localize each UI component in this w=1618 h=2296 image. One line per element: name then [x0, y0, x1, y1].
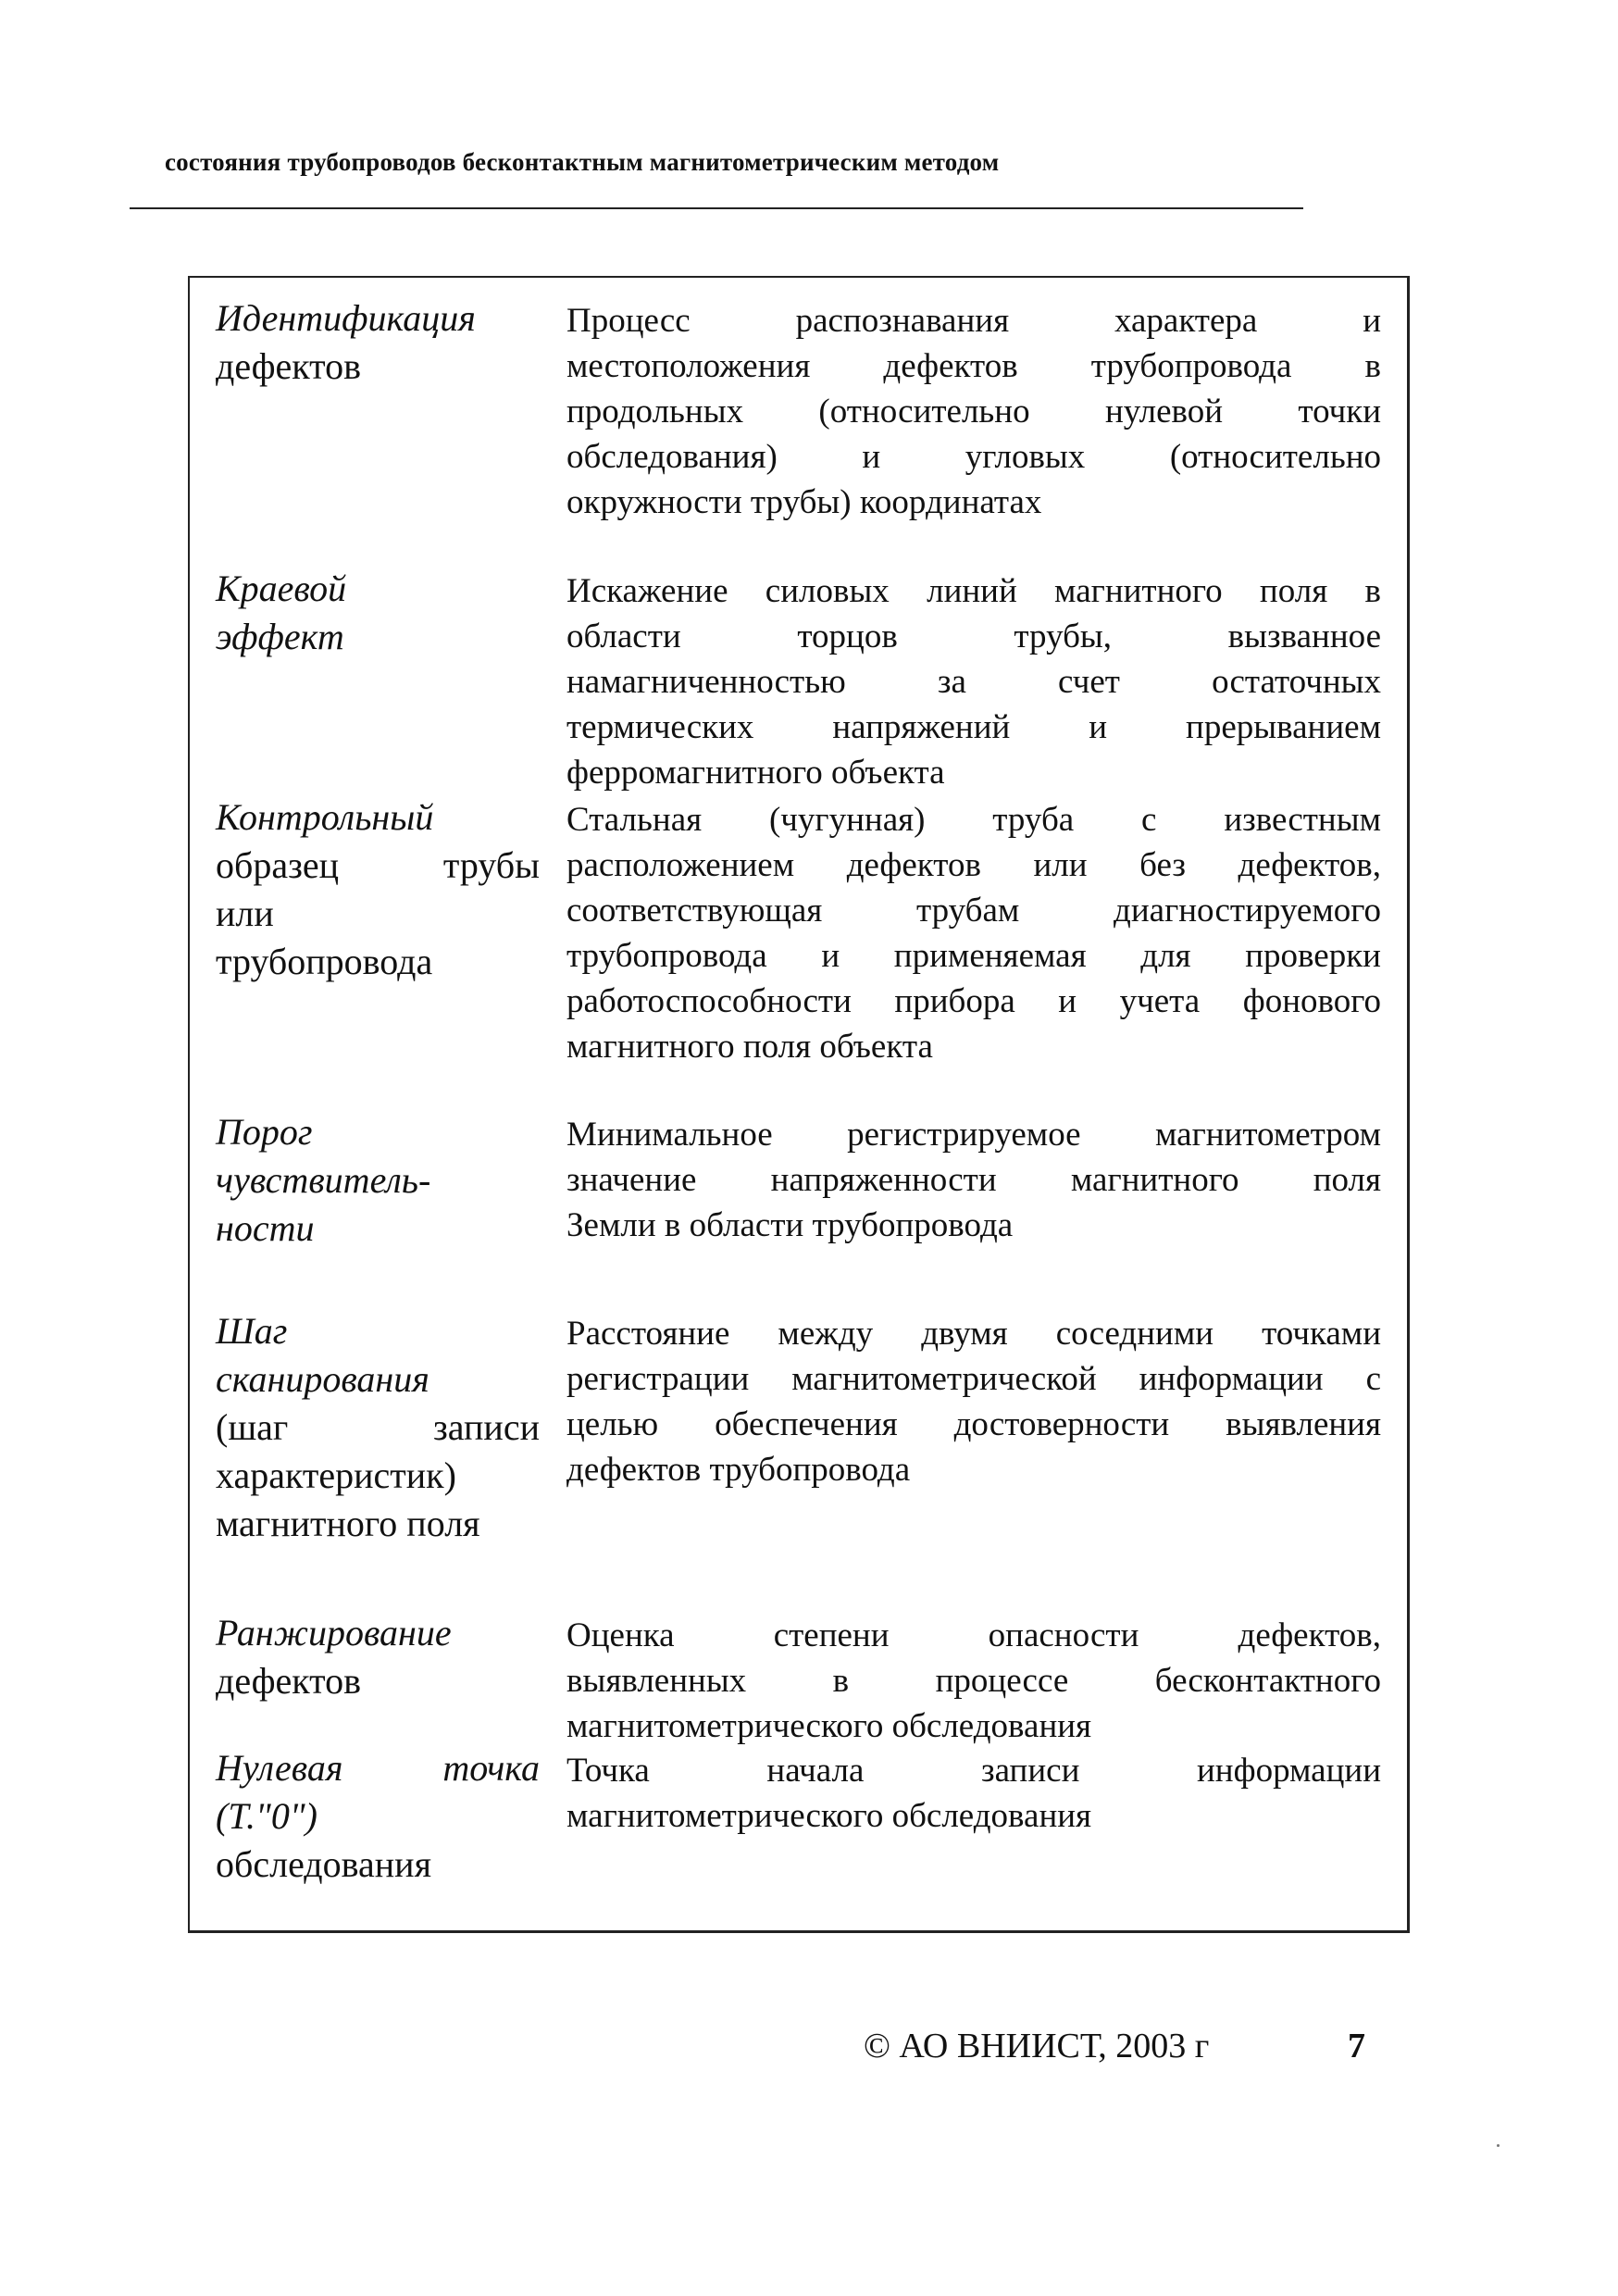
scan-speck: [1497, 2144, 1500, 2147]
definition-line: магнитометрического обследования: [566, 1797, 1092, 1835]
definition-line: дефектов трубопровода: [566, 1451, 911, 1489]
term-name-line: Шаг: [216, 1310, 288, 1352]
definition-line: ферромагнитного объекта: [566, 754, 945, 792]
term-name-line: или: [216, 892, 274, 934]
term-name-line: трубопровода: [216, 941, 433, 982]
term-name-line: Порог: [216, 1111, 313, 1153]
definition-line: намагниченностью за счет остаточных: [566, 663, 1381, 701]
definition-line: местоположения дефектов трубопровода в: [566, 347, 1381, 385]
term-name: [216, 793, 540, 986]
term-name-line: дефектов: [216, 1660, 362, 1702]
header-rule: [130, 207, 1303, 209]
definition-line: магнитного поля объекта: [566, 1028, 933, 1066]
term-definition: [566, 797, 1381, 1069]
term-name-line: эффект: [216, 616, 344, 657]
terms-table: [188, 276, 1410, 1933]
definition-line: целью обеспечения достоверности выявления: [566, 1405, 1381, 1443]
definition-line: Точка начала записи информации: [566, 1752, 1381, 1790]
term-name-line: ности: [216, 1207, 315, 1249]
definition-line: соответствующая трубам диагностируемого: [566, 892, 1381, 930]
term-name-line: чувствитель-: [216, 1159, 431, 1201]
definition-line: Минимальное регистрируемое магнитометром: [566, 1116, 1381, 1154]
definition-line: Искажение силовых линий магнитного поля в: [566, 572, 1381, 610]
term-definition: [566, 1613, 1381, 1749]
term-name-line: (шаг записи: [216, 1406, 540, 1448]
term-name: [216, 294, 540, 391]
term-name: [216, 1307, 540, 1548]
term-name-line: дефектов: [216, 345, 362, 387]
term-name-line: Контрольный: [216, 796, 434, 838]
term-name-line: Нулевая точка: [216, 1747, 540, 1789]
definition-line: Процесс распознавания характера и: [566, 302, 1381, 340]
definition-line: трубопровода и применяемая для проверки: [566, 937, 1381, 975]
definition-line: Оценка степени опасности дефектов,: [566, 1616, 1381, 1654]
term-name: [216, 1108, 540, 1253]
term-name-line: Ранжирование: [216, 1612, 452, 1653]
footer-copyright: © АО ВНИИСТ, 2003 г: [864, 2027, 1210, 2065]
term-name-line: (Т."0"): [216, 1795, 317, 1837]
term-name: [216, 565, 540, 661]
term-name-line: обследования: [216, 1843, 431, 1885]
term-definition: [566, 568, 1381, 795]
term-name-line: образец трубы: [216, 844, 540, 886]
term-name-line: Идентификация: [216, 297, 476, 339]
definition-line: Земли в области трубопровода: [566, 1206, 1014, 1244]
term-name: [216, 1744, 540, 1889]
running-header: состояния трубопроводов бесконтактным магнитометрическим методом: [165, 148, 1000, 176]
term-name: [216, 1609, 540, 1705]
term-definition: [566, 1311, 1381, 1492]
definition-line: работоспособности прибора и учета фонового: [566, 982, 1381, 1020]
definition-line: магнитометрического обследования: [566, 1707, 1092, 1745]
definition-line: продольных (относительно нулевой точки: [566, 393, 1381, 430]
term-definition: [566, 1112, 1381, 1248]
definition-line: расположением дефектов или без дефектов,: [566, 846, 1381, 884]
term-definition: [566, 298, 1381, 525]
definition-line: выявленных в процессе бесконтактного: [566, 1662, 1381, 1700]
definition-line: регистрации магнитометрической информации с: [566, 1360, 1381, 1398]
page-number: 7: [1348, 2027, 1365, 2065]
term-name-line: Краевой: [216, 568, 347, 609]
term-definition: [566, 1748, 1381, 1839]
definition-line: значение напряженности магнитного поля: [566, 1161, 1381, 1199]
definition-line: области торцов трубы, вызванное: [566, 618, 1381, 655]
definition-line: обследования) и угловых (относительно: [566, 438, 1381, 476]
definition-line: Стальная (чугунная) труба с известным: [566, 801, 1381, 839]
term-name-line: сканирования: [216, 1358, 429, 1400]
definition-line: окружности трубы) координатах: [566, 483, 1042, 521]
definition-line: Расстояние между двумя соседними точками: [566, 1315, 1381, 1353]
term-name-line: характеристик): [216, 1454, 456, 1496]
definition-line: термических напряжений и прерыванием: [566, 708, 1381, 746]
term-name-line: магнитного поля: [216, 1503, 480, 1544]
